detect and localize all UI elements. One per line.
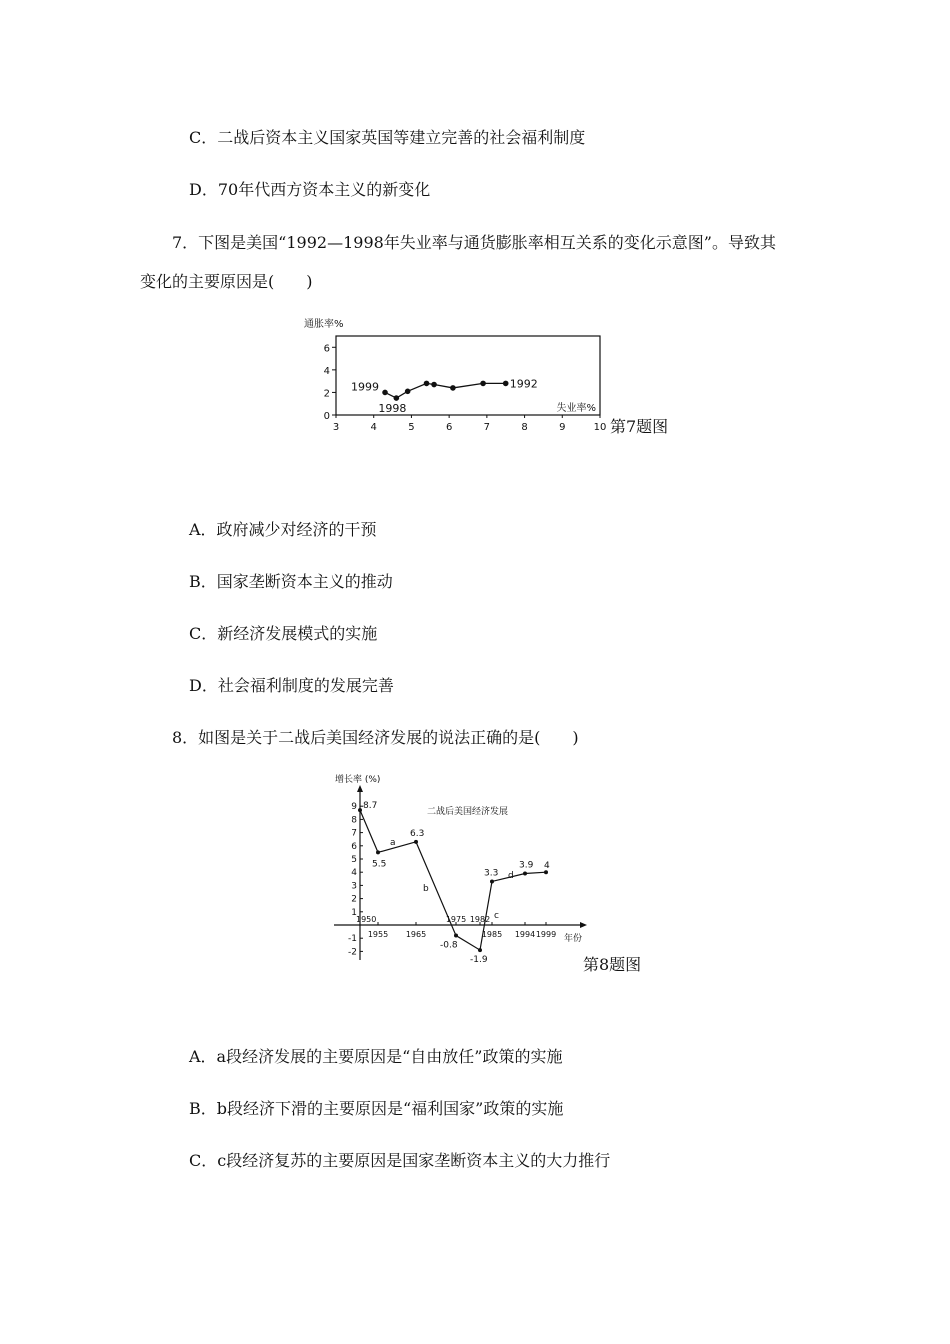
segment-label: b (423, 884, 429, 894)
y-tick-label: 2 (351, 894, 357, 905)
y-tick-label: 4 (351, 868, 357, 879)
data-point (382, 390, 388, 396)
data-point (405, 389, 411, 395)
q7-stem-line2: 变化的主要原因是( ) (140, 272, 313, 291)
q8-chart (330, 770, 590, 970)
q8-caption: 第8题图 (583, 955, 642, 974)
y-tick-label: -1 (348, 934, 357, 945)
value-label: 5.5 (372, 859, 387, 870)
y-tick-label: 0 (323, 411, 330, 422)
data-point (523, 872, 527, 876)
q7-caption: 第7题图 (610, 417, 669, 436)
data-point (454, 934, 458, 938)
q7-stem-line1: 7．下图是美国“1992—1998年失业率与通货膨胀率相互关系的变化示意图”。导致其 (172, 233, 776, 252)
x-tick-label: 8 (521, 422, 528, 433)
point-label: 1998 (378, 402, 407, 416)
q7-option-d: D．社会福利制度的发展完善 (189, 676, 394, 695)
data-point (490, 879, 494, 883)
x-tick-label: 1999 (535, 930, 557, 939)
y-tick-label: 3 (351, 881, 357, 892)
q6-option-c: C．二战后资本主义国家英国等建立完善的社会福利制度 (189, 128, 586, 147)
q7-option-b: B．国家垄断资本主义的推动 (189, 572, 393, 591)
x-tick-label: 7 (483, 422, 491, 433)
x-tick-label: 10 (593, 422, 607, 433)
q7-option-a: A．政府减少对经济的干预 (189, 520, 377, 539)
value-label: -1.9 (470, 955, 488, 966)
data-point (503, 381, 509, 387)
data-point (450, 385, 456, 391)
y-tick-label: 5 (351, 855, 357, 865)
x-tick-label: 1965 (405, 930, 427, 939)
x-tick-label: 6 (445, 422, 453, 433)
series-line (385, 383, 506, 398)
y-tick-label: 7 (351, 828, 357, 839)
segment-label: c (494, 911, 499, 921)
y-tick-label: 6 (351, 841, 357, 852)
y-tick-label: 2 (323, 388, 330, 400)
x-tick-label: 1985 (481, 930, 503, 939)
y-tick-label: 4 (323, 365, 330, 377)
y-tick-label: 6 (323, 343, 330, 355)
q7-chart (300, 312, 620, 436)
value-label: 4 (544, 861, 550, 872)
x-tick-label: 1994 (514, 930, 536, 939)
value-label: 8.7 (363, 801, 378, 812)
y-axis-label: 增长率 (%) (335, 775, 381, 785)
x-tick-label: 1955 (367, 930, 389, 939)
q8-option-b: B．b段经济下滑的主要原因是“福利国家”政策的实施 (189, 1099, 564, 1118)
y-tick-label: 8 (351, 815, 357, 826)
chart-title: 二战后美国经济发展 (427, 807, 509, 817)
x-tick-label: 5 (408, 422, 415, 433)
q8-stem: 8．如图是关于二战后美国经济发展的说法正确的是( ) (172, 728, 579, 747)
x-axis-label: 失业率% (556, 403, 596, 414)
y-axis-arrow (357, 785, 363, 792)
data-point (394, 395, 400, 401)
x-axis-label: 年份 (564, 934, 583, 944)
data-point (414, 840, 418, 844)
x-tick-label: 1975 (445, 915, 467, 924)
x-tick-label: 4 (370, 422, 377, 433)
y-tick-label: -2 (348, 947, 357, 958)
value-label: -0.8 (440, 940, 458, 951)
q6-option-d: D．70年代西方资本主义的新变化 (189, 180, 431, 199)
x-tick-label: 9 (559, 422, 566, 433)
q8-option-c: C．c段经济复苏的主要原因是国家垄断资本主义的大力推行 (189, 1151, 611, 1170)
y-axis-label: 通胀率% (304, 319, 344, 330)
segment-label: d (508, 871, 514, 881)
point-label: 1999 (351, 380, 380, 394)
x-axis-arrow (580, 922, 587, 928)
value-label: 6.3 (410, 828, 425, 839)
segment-label: a (390, 838, 396, 848)
q7-option-c: C．新经济发展模式的实施 (189, 624, 378, 643)
y-tick-label: 1 (351, 907, 357, 918)
data-point (424, 381, 430, 387)
x-tick-label: 3 (332, 422, 340, 433)
q8-option-a: A．a段经济发展的主要原因是“自由放任”政策的实施 (189, 1047, 563, 1066)
y-tick-label: 9 (351, 802, 357, 813)
origin-label: 1950 (356, 915, 377, 924)
data-point (376, 850, 380, 854)
point-label: 1992 (509, 377, 538, 391)
data-point (431, 382, 437, 388)
data-point (478, 948, 482, 952)
x-tick-label: 1982 (469, 915, 491, 924)
value-label: 3.3 (484, 868, 499, 879)
data-point (358, 808, 362, 812)
value-label: 3.9 (519, 860, 534, 871)
data-point (480, 381, 486, 387)
